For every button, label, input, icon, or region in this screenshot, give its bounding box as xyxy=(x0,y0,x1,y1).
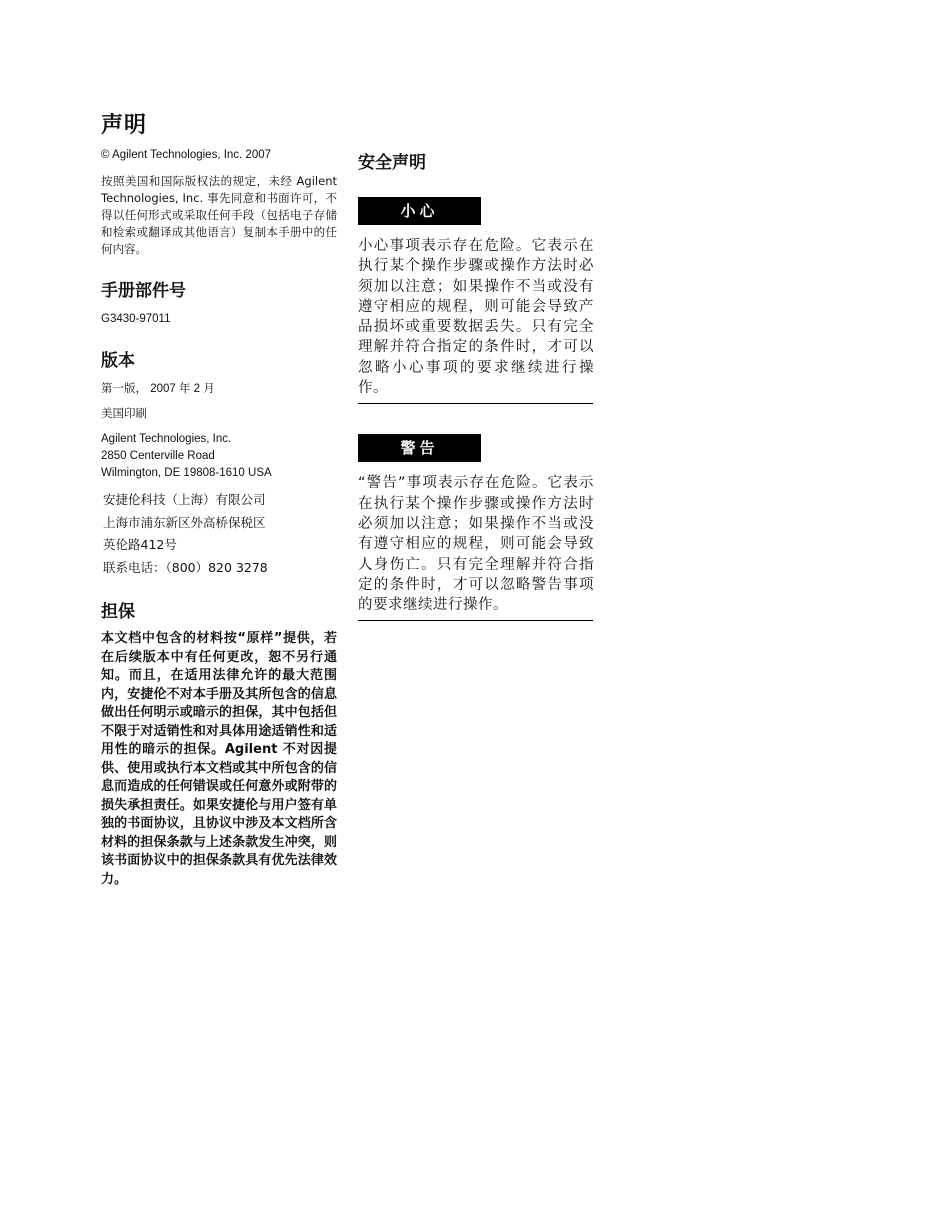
cn-address-line: 联系电话：（800）820 3278 xyxy=(103,559,268,575)
edition-heading: 版本 xyxy=(101,351,135,371)
caution-text: 小心事项表示存在危险。它表示在执行某个操作步骤或操作方法时必须加以注意；如果操作不当或没有遵守相应的规程，则可能会导致产品损坏或重要数据丢失。只有完全理解并符合指定的条件时，才可以忽略小心事项的要求继续进行操作。 xyxy=(358,238,594,397)
us-address-line: Wilmington, DE 19808-1610 USA xyxy=(101,467,272,479)
warning-divider xyxy=(358,620,593,621)
us-address-line: 2850 Centerville Road xyxy=(101,450,215,462)
caution-divider xyxy=(358,403,593,404)
cn-address-line: 英伦路412号 xyxy=(103,537,177,552)
printed-in: 美国印刷 xyxy=(101,408,147,420)
warning-label: 警告 xyxy=(358,434,481,462)
left-column xyxy=(101,108,337,889)
part-number: G3430-97011 xyxy=(101,313,171,325)
safety-heading: 安全声明 xyxy=(358,153,426,173)
copyright-line: © Agilent Technologies, Inc. 2007 xyxy=(101,149,272,161)
warranty-heading: 担保 xyxy=(101,602,135,622)
cn-address-line: 安捷伦科技（上海）有限公司 xyxy=(103,492,266,507)
warranty-text: 本文档中包含的材料按“原样”提供，若在后续版本中有任何更改，恕不另行通知。而且，在适用法律允许的最大范围内，安捷伦不对本手册及其所包含的信息做出任何明示或暗示的担保，其中包括但不限于对适销性和对具体用途适销性和适用性的暗示的担保。Agilent 不对因提供、使用或执行本文档或其中所包含的信息而造成的任何错误或任何意外或附带的损失承担责任。如果安捷伦与用户签有单独的书面协议，且协议中涉及本文档所含材料的担保条款与上述条款发生冲突，则该书面协议中的担保条款具有优先法律效力。 xyxy=(101,631,337,887)
us-address xyxy=(101,431,337,482)
part-number-heading: 手册部件号 xyxy=(101,281,186,301)
us-address-line: Agilent Technologies, Inc. xyxy=(101,433,232,445)
cn-address-line: 上海市浦东新区外高桥保税区 xyxy=(103,514,266,530)
page-title: 声明 xyxy=(101,113,148,138)
copyright-paragraph: 按照美国和国际版权法的规定，未经 Agilent Technologies, Inc. 事先同意和书面许可，不得以任何形式或采取任何手段（包括电子存储和检索或翻译成其他语言）复制本手册中的任何内容。 xyxy=(101,174,337,256)
right-column xyxy=(358,148,594,621)
edition-text: 第一版， 2007 年 2 月 xyxy=(101,383,215,395)
cn-address xyxy=(101,489,337,579)
warning-text: “警告”事项表示存在危险。它表示在执行某个操作步骤或操作方法时必须加以注意；如果操作不当或没有遵守相应的规程，则可能会导致人身伤亡。只有完全理解并符合指定的条件时，才可以忽略警告事项的要求继续进行操作。 xyxy=(358,475,594,614)
caution-label: 小心 xyxy=(358,197,481,225)
